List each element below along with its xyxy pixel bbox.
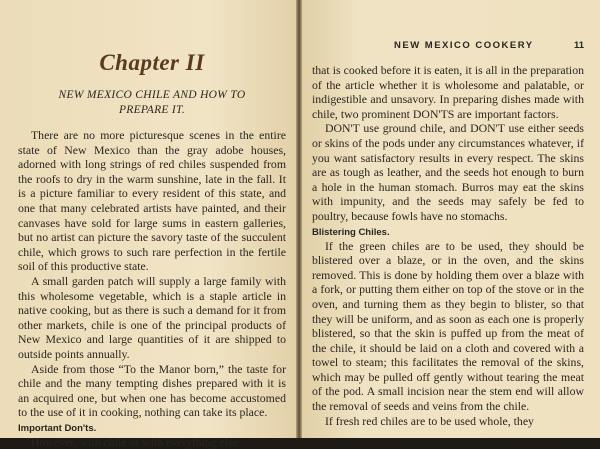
left-page [0, 0, 298, 449]
subhead-important-donts: Important Don'ts. [18, 422, 97, 434]
book-gutter [296, 0, 302, 438]
section-title-line-2: PREPARE IT. [118, 104, 186, 116]
running-head [312, 40, 584, 51]
chapter-title: Chapter II [99, 50, 205, 75]
paragraph-manor-born: Aside from those “To the Manor born,” the taste for chile and the many tempting dishes prepared with it is an acquired one, but when one has become accustomed to the use of it in cooking, nothing can take its place. [18, 361, 286, 420]
running-head-title: NEW MEXICO COOKERY [394, 40, 534, 51]
subhead-blistering-chiles: Blistering Chiles. [312, 226, 390, 238]
paragraph-however: However, with chile as with everything else [30, 434, 238, 449]
paragraph-green-chiles: If the green chiles are to be used, they should be blistered over a blaze, or in the oven, and the skins removed. This is done by holding them over a blaze with a fork, or putting them either on top of the stove or in the oven, and turning them as they begin to blister, so that they will be uniform, and as soon as each one is properly blistered, so that the skin is puffed up from the meat of the chile, it should be laid on a cloth and covered with a towel to steam; this facilitates the removal of the skins, which may be pulled off gently without tearing the meat of the pod. A small incision near the stem end will allow the removal of seeds and veins from the chile. [312, 238, 584, 414]
paragraph-dont-use: DON'T use ground chile, and DON'T use either seeds or skins of the pods under any circumstances whatever, if you want satisfactory results in every respect. The skins are as tough as leather, and the seeds hot enough to burn a hole in the human stomach. Burros may eat the skins with impunity, and the seeds may safely be fed to poultry, because fowls have no stomachs. [312, 121, 584, 223]
section-title-line-1: NEW MEXICO CHILE AND HOW TO [58, 89, 246, 101]
paragraph-garden-patch: A small garden patch will supply a large family with this wholesome vegetable, which is a staple article in native cooking, but as there is such a demand for it from other markets, chile is one of the principal products of New Mexico and large quantities of it are shipped to outside points annually. [18, 273, 286, 361]
paragraph-adobe-houses: There are no more picturesque scenes in the entire state of New Mexico than the gray adobe houses, adorned with long strings of red chiles suspended from the roofs to dry in the warm sunshine, late in the fall. It is a picture familiar to every resident of this state, and one that many celebrated artists have painted, and their canvases have sold for large sums in eastern galleries, but no artist can picture the savory taste of the succulent chile, which grows to such rare perfection in the fertile soil of this productive state. [18, 128, 286, 274]
right-page [300, 0, 600, 438]
paragraph-fresh-red-chiles: If fresh red chiles are to be used whole, they [324, 413, 534, 428]
paragraph-continued: that is cooked before it is eaten, it is all in the preparation of the article whether it is wholesome and palatable, or indigestible and unsavory. In preparing dishes made with chile, two prominent DON'TS are important factors. [312, 63, 584, 121]
section-title [18, 88, 286, 118]
page-number: 11 [573, 40, 584, 51]
